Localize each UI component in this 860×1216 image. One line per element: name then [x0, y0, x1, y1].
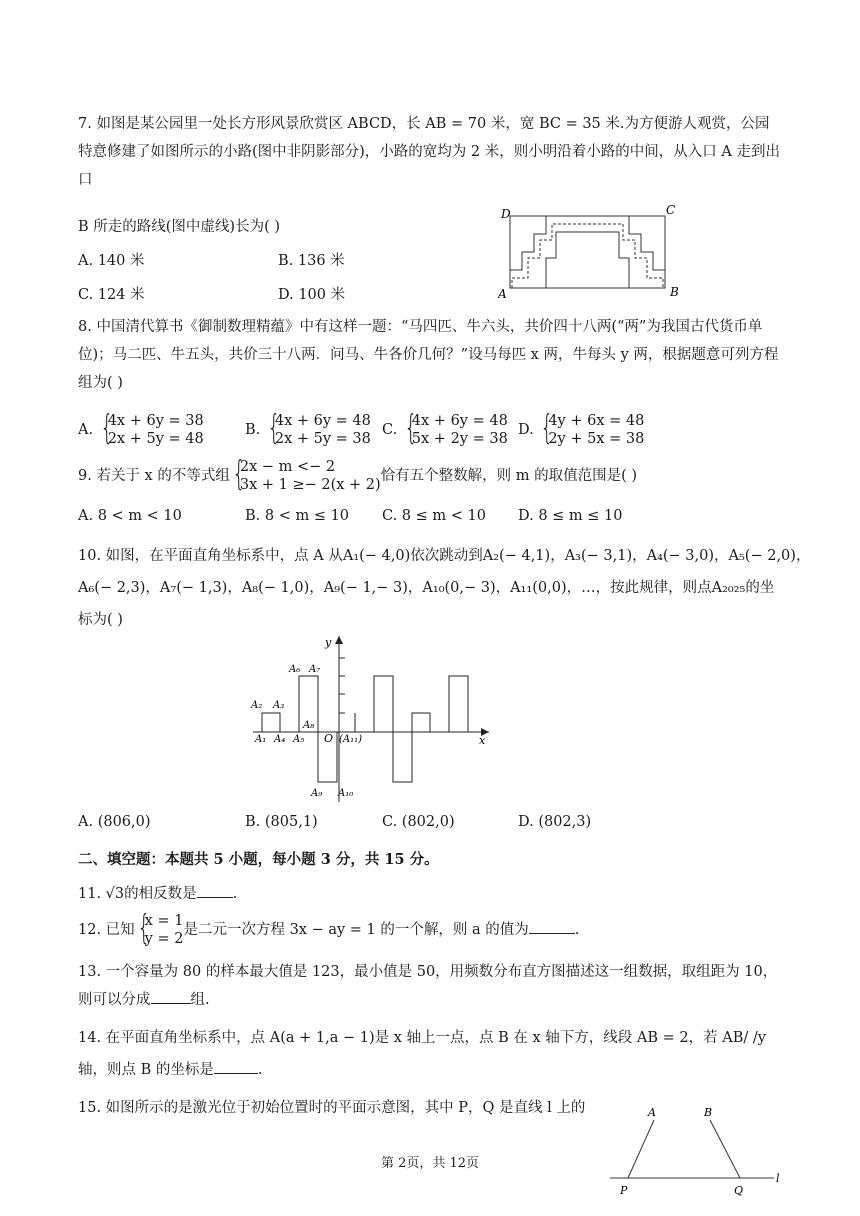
q12-blank	[529, 919, 575, 934]
q12-eq1: { x = 1	[144, 913, 184, 929]
q12-end: .	[574, 922, 580, 938]
q8-option-b-label: B.	[245, 422, 261, 438]
q10-label-a10: A₁₀	[338, 788, 354, 799]
q15-label-l: l	[776, 1172, 780, 1185]
q9-text	[78, 458, 637, 494]
q10-line1: 10. 如图，在平面直角坐标系中，点 A 从A₁(− 4,0)依次跳动到A₂(− 4,1)，A₃(− 3,1)，A₄(− 3,0)，A₅(− 2,0)，	[78, 548, 811, 564]
q8-option-a	[78, 412, 204, 448]
q8-option-a-system	[98, 412, 204, 448]
q10-line3: 标为( )	[78, 612, 123, 628]
q10-figure	[245, 632, 495, 808]
q10-option-c: C. (802,0)	[382, 814, 455, 830]
q10-label-y: y	[325, 636, 332, 649]
q9-eq1: { 2x − m <− 2	[239, 459, 336, 475]
q8-b-eq1: { 4x + 6y = 48	[274, 413, 371, 429]
q7-label-d: D	[501, 207, 511, 221]
q9-option-d: D. 8 ≤ m ≤ 10	[518, 508, 623, 524]
q8-option-c-label: C.	[382, 422, 398, 438]
q8-a-eq2: 2x + 5y = 48	[107, 431, 204, 447]
q8-option-d	[518, 412, 644, 448]
q8-d-eq1: { 4y + 6x = 48	[548, 413, 645, 429]
q8-d-eq2: 2y + 5x = 38	[548, 431, 645, 447]
q10-label-a4: A₄	[274, 734, 286, 745]
q7-text: 7. 如图是某公园里一处长方形风景欣赏区 ABCD，长 AB = 70 米，宽 BC = 35 米.为方便游人观赏，公园特意修建了如图所示的小路(图中非阴影部分)，小路的宽均为 2 米，则小明沿着小路的中间，从入口 A 走到出口	[78, 116, 780, 188]
q9-option-a: A. 8 < m < 10	[78, 508, 182, 524]
q12-suffix: 是二元一次方程 3x − ay = 1 的一个解，则 a 的值为	[183, 922, 529, 938]
q10-line2: A₆(− 2,3)，A₇(− 1,3)，A₈(− 1,0)，A₉(− 1,− 3)，A₁₀(0,− 3)，A₁₁(0,0)，…，按此规律，则点A₂₀₂₅的坐	[78, 580, 775, 596]
q13-end: 组.	[190, 992, 210, 1008]
q7-option-b: B. 136 米	[278, 253, 345, 269]
q14-blank	[214, 1059, 258, 1074]
q11-prefix: 11.	[78, 886, 106, 902]
q15-label-q: Q	[734, 1184, 744, 1197]
q10-label-a8: A₈	[303, 720, 315, 731]
q7-option-d: D. 100 米	[278, 287, 346, 303]
q9-suffix: 恰有五个整数解，则 m 的取值范围是( )	[380, 468, 638, 484]
q10-label-origin: O	[324, 732, 334, 745]
q7-label-c: C	[666, 204, 676, 217]
section2-title: 二、填空题：本题共 5 小题，每小题 3 分，共 15 分。	[78, 851, 439, 868]
q11-suffix: 的相反数是	[124, 886, 197, 902]
q11-text	[78, 882, 237, 903]
q7-option-c: C. 124 米	[78, 287, 145, 303]
q10-label-a6: A₆	[289, 664, 301, 675]
q15-text: 15. 如图所示的是激光位于初始位置时的平面示意图，其中 P，Q 是直线 l 上的	[78, 1100, 586, 1116]
q7-text-cont: B 所走的路线(图中虚线)长为( )	[78, 219, 281, 235]
q8-option-a-label: A.	[78, 422, 94, 438]
q12-eq2: y = 2	[144, 931, 184, 947]
q8-c-eq2: 5x + 2y = 38	[411, 431, 508, 447]
q14-end: .	[257, 1062, 263, 1078]
q12-text	[78, 912, 579, 948]
q15-label-a: A	[648, 1106, 656, 1119]
q8-a-eq1: { 4x + 6y = 38	[107, 413, 204, 429]
q10-label-a11: (A₁₁)	[339, 734, 363, 745]
q13-body: 13. 一个容量为 80 的样本最大值是 123，最小值是 50，用频数分布直方图描述这一组数据，取组距为 10，则可以分成	[78, 964, 778, 1008]
q12-prefix: 12. 已知	[78, 922, 135, 938]
q8-option-d-system	[538, 412, 644, 448]
q10-label-a3: A₃	[273, 700, 285, 711]
q7-option-a: A. 140 米	[78, 253, 145, 269]
q12-system	[135, 912, 184, 948]
q10-label-a2: A₂	[251, 700, 263, 711]
q8-option-c-system	[402, 412, 508, 448]
q8-b-eq2: 2x + 5y = 38	[274, 431, 371, 447]
q14-line1: 14. 在平面直角坐标系中，点 A(a + 1,a − 1)是 x 轴上一点，点 B 在 x 轴下方，线段 AB = 2，若 AB/ /y	[78, 1030, 766, 1046]
q15-label-p: P	[620, 1184, 628, 1197]
q14-line2	[78, 1058, 262, 1079]
q14-body: 轴，则点 B 的坐标是	[78, 1062, 214, 1078]
q10-label-a5: A₅	[293, 734, 305, 745]
q10-label-a7: A₇	[309, 664, 321, 675]
q8-text: 8. 中国清代算书《御制数理精蕴》中有这样一题：“马四匹、牛六头，共价四十八两(“两”为我国古代货币单位)；马二匹、牛五头，共价三十八两．问马、牛各价几何？”设马每匹 x 两，牛每头 y 两，根据题意可列方程组为( )	[78, 319, 779, 391]
q15-figure	[606, 1100, 786, 1200]
q10-label-a9: A₉	[311, 788, 323, 799]
q8-option-d-label: D.	[518, 422, 534, 438]
q7-inner-block	[546, 232, 629, 288]
q10-label-a1: A₁	[255, 734, 267, 745]
q11-end: .	[232, 886, 238, 902]
q10-label-x: x	[479, 734, 486, 747]
q10-option-d: D. (802,3)	[518, 814, 592, 830]
q10-jump-path	[262, 676, 468, 782]
q11-radical: √3	[105, 886, 125, 902]
q9-prefix: 9. 若关于 x 的不等式组	[78, 468, 230, 484]
q8-option-b	[245, 412, 371, 448]
q10-option-a: A. (806,0)	[78, 814, 151, 830]
q15-label-b: B	[704, 1106, 713, 1119]
q10-option-b: B. (805,1)	[245, 814, 318, 830]
q8-c-eq1: { 4x + 6y = 48	[411, 413, 508, 429]
q9-eq2: 3x + 1 ≥− 2(x + 2)	[239, 477, 381, 493]
q13-blank	[151, 989, 191, 1004]
q7-label-b: B	[670, 285, 679, 299]
page-footer: 第 2页，共 12页	[380, 1156, 480, 1171]
q8-option-c	[382, 412, 508, 448]
q8-option-b-system	[265, 412, 371, 448]
q7-label-a: A	[498, 287, 507, 300]
q9-option-b: B. 8 < m ≤ 10	[245, 508, 350, 524]
q10-y-arrow	[335, 636, 343, 644]
q9-system	[230, 458, 381, 494]
q9-option-c: C. 8 ≤ m < 10	[382, 508, 486, 524]
q7-figure	[498, 204, 684, 300]
q13-text	[78, 958, 782, 1014]
q11-blank	[197, 883, 233, 898]
